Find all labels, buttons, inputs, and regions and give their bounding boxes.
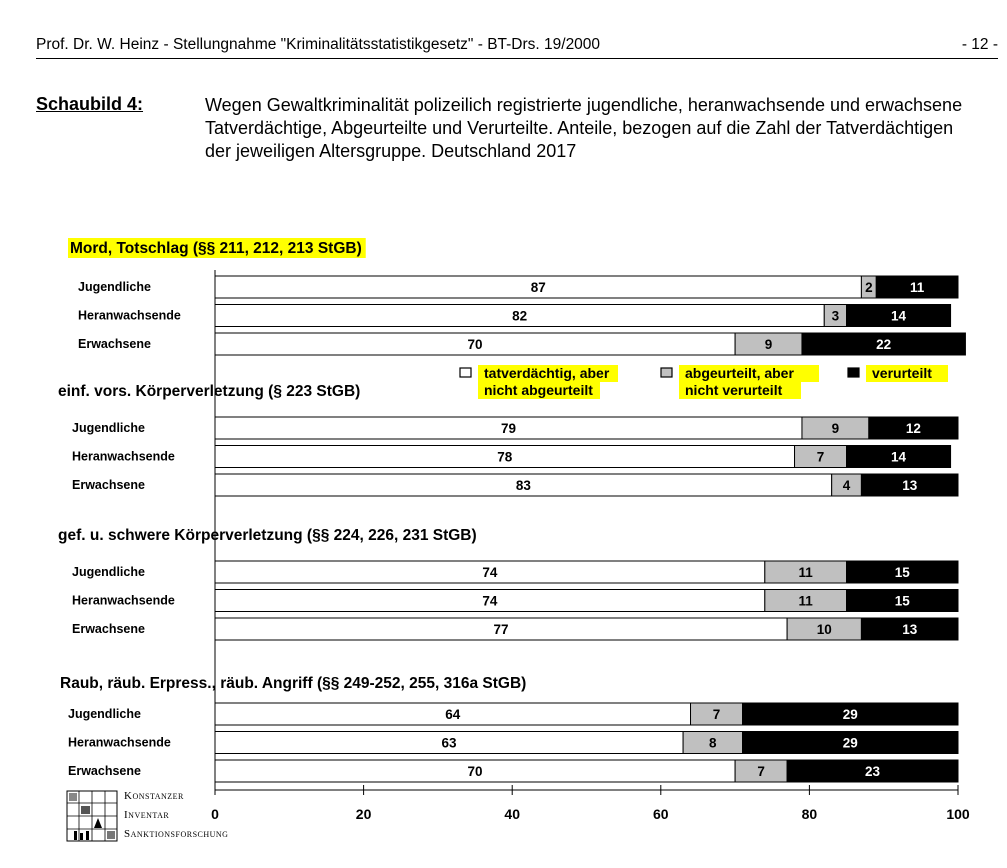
legend-label: verurteilt — [872, 365, 932, 381]
data-label: 70 — [467, 764, 483, 779]
figure-label: Schaubild 4: — [36, 94, 144, 114]
data-label: 7 — [712, 707, 721, 722]
x-tick-label: 100 — [946, 806, 970, 822]
data-label: 9 — [764, 337, 773, 352]
row-label: Heranwachsende — [72, 593, 175, 608]
data-label: 10 — [816, 622, 832, 637]
legend-swatch — [848, 368, 859, 377]
data-label: 9 — [831, 421, 840, 436]
data-label: 78 — [497, 449, 513, 465]
header-title: Prof. Dr. W. Heinz - Stellungnahme "Kriminalitätsstatistikgesetz" - BT-Drs. 19/2000 — [36, 36, 601, 53]
data-label: 29 — [842, 707, 858, 722]
data-label: 64 — [445, 707, 461, 722]
data-label: 13 — [902, 622, 918, 637]
data-label: 63 — [441, 735, 457, 751]
logo-line-3: Sanktionsforschung — [124, 828, 229, 840]
row-label: Heranwachsende — [72, 449, 175, 464]
page-number: - 12 - — [961, 36, 998, 53]
data-label: 3 — [831, 308, 840, 324]
legend-swatch — [661, 368, 672, 377]
data-label: 14 — [891, 308, 907, 324]
data-label: 7 — [816, 449, 825, 465]
row-label: Erwachsene — [78, 337, 151, 351]
data-label: 77 — [493, 622, 509, 637]
group-title: gef. u. schwere Körperverletzung (§§ 224, 226, 231 StGB) — [58, 527, 477, 544]
row-label: Jugendliche — [72, 565, 145, 579]
kis-logo — [66, 790, 266, 850]
x-tick-label: 0 — [211, 806, 219, 822]
legend-swatch — [460, 368, 471, 377]
row-label: Erwachsene — [72, 478, 145, 492]
row-label: Jugendliche — [68, 707, 141, 721]
data-label: 11 — [798, 593, 813, 609]
data-label: 74 — [482, 565, 498, 580]
group-title: Raub, räub. Erpress., räub. Angriff (§§ 249-252, 255, 316a StGB) — [60, 675, 527, 692]
legend-label: tatverdächtig, aber — [484, 365, 610, 381]
data-label: 12 — [905, 421, 921, 436]
data-label: 11 — [909, 280, 925, 295]
group-title: Mord, Totschlag (§§ 211, 212, 213 StGB) — [70, 240, 362, 257]
data-label: 13 — [902, 478, 918, 493]
row-label: Jugendliche — [78, 280, 151, 294]
row-label: Erwachsene — [72, 622, 145, 636]
legend-label: abgeurteilt, aber — [685, 365, 794, 381]
data-label: 82 — [512, 308, 528, 324]
legend-label: nicht abgeurteilt — [484, 382, 593, 398]
row-label: Heranwachsende — [78, 308, 181, 323]
data-label: 83 — [515, 478, 531, 493]
data-label: 7 — [757, 764, 765, 779]
data-label: 15 — [894, 593, 910, 609]
data-label: 2 — [865, 280, 873, 295]
data-label: 74 — [482, 593, 498, 609]
data-label: 11 — [798, 565, 813, 580]
row-label: Erwachsene — [68, 764, 141, 778]
data-label: 23 — [865, 764, 881, 779]
logo-line-1: Konstanzer — [124, 790, 184, 802]
data-label: 22 — [876, 337, 892, 352]
data-label: 15 — [894, 565, 910, 580]
data-label: 29 — [842, 735, 858, 751]
logo-grid-icon — [66, 790, 118, 842]
data-label: 70 — [467, 337, 483, 352]
data-label: 79 — [500, 421, 517, 436]
data-label: 87 — [530, 280, 546, 295]
data-label: 14 — [891, 449, 907, 465]
logo-line-2: Inventar — [124, 809, 170, 821]
x-tick-label: 60 — [653, 806, 669, 822]
group-title: einf. vors. Körperverletzung (§ 223 StGB) — [58, 383, 361, 400]
data-label: 8 — [709, 735, 717, 751]
legend-label: nicht verurteilt — [685, 382, 783, 398]
x-tick-label: 80 — [801, 806, 818, 822]
data-label: 4 — [842, 478, 851, 493]
x-tick-label: 40 — [504, 806, 520, 822]
row-label: Jugendliche — [72, 421, 145, 435]
figure-caption: Wegen Gewaltkriminalität polizeilich registrierte jugendliche, heranwachsende und erwachsene Tatverdächtige, Abgeurteilte und Verurteilte. Anteile, bezogen auf die Zahl der Tatverdächtigen der jeweiligen Altersgruppe. Deutschland 2017 — [205, 95, 963, 161]
x-tick-label: 20 — [355, 806, 372, 822]
row-label: Heranwachsende — [68, 735, 171, 750]
